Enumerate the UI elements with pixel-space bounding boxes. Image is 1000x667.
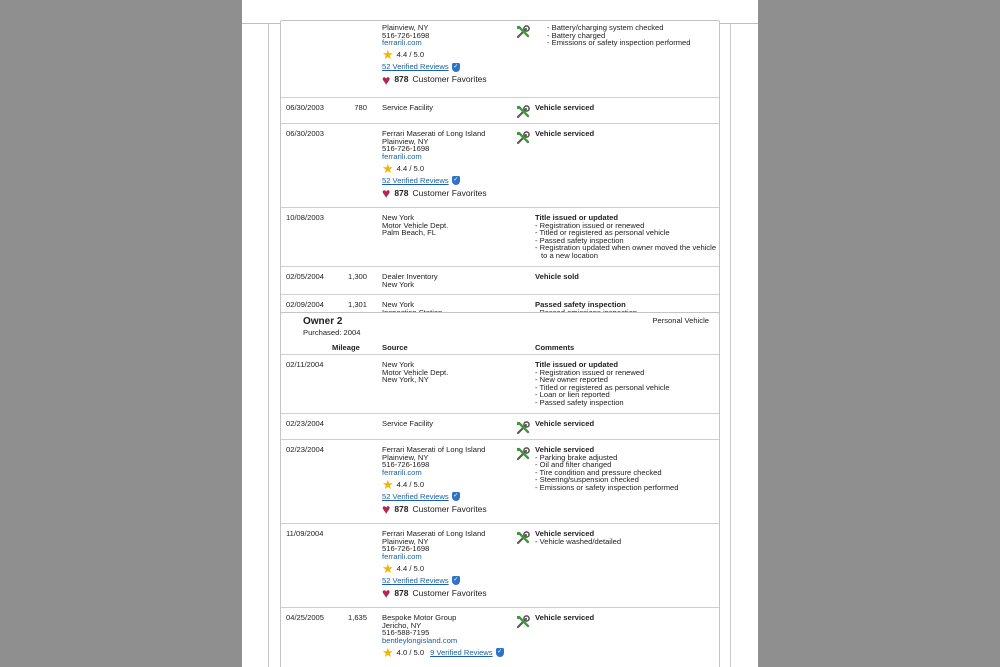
service-tools-icon	[516, 421, 530, 435]
row-comments	[535, 130, 721, 138]
comment-line: to a new location	[541, 250, 598, 260]
comment-line: - New owner reported	[535, 375, 609, 385]
verified-reviews-link[interactable]: 52 Verified Reviews	[382, 176, 449, 186]
row-mileage: 1,635	[347, 613, 367, 622]
source-line: 516-726-1698	[382, 460, 430, 470]
dealer-rating	[382, 645, 504, 659]
owner-purchased: Purchased: 2004	[303, 328, 361, 337]
comment-line: - Registration updated when owner moved the vehicle	[535, 243, 717, 253]
service-tools-icon	[516, 447, 530, 461]
source-line: 516-588-7195	[382, 628, 430, 638]
source-line: Ferrari Maserati of Long Island	[382, 445, 486, 454]
dealer-website-link[interactable]: ferrarili.com	[382, 551, 422, 561]
owner2-header	[281, 313, 719, 341]
heart-icon: ♥	[382, 501, 391, 518]
rating-value: 4.4 / 5.0	[396, 479, 425, 489]
comment-title: Vehicle serviced	[535, 529, 595, 538]
row-date: 02/23/2004	[286, 445, 325, 454]
favorites-label: Customer Favorites	[412, 503, 487, 514]
comment-line: - Emissions or safety inspection performed	[547, 38, 691, 48]
comment-line: - Battery charged	[547, 30, 606, 40]
row-mileage: 1,301	[347, 300, 367, 309]
verified-shield-icon: ✓	[453, 177, 459, 184]
dealer-rating	[382, 48, 487, 62]
source-line: New York	[382, 279, 415, 289]
dealer-website-link[interactable]: ferrarili.com	[382, 467, 422, 477]
source-line: 516-726-1698	[382, 30, 430, 40]
row-date: 06/30/2003	[286, 129, 325, 138]
favorites-label: Customer Favorites	[412, 73, 487, 84]
reviews-row	[382, 62, 487, 73]
row-comments	[535, 214, 721, 260]
comment-title: Vehicle serviced	[535, 103, 595, 112]
row-source	[382, 130, 487, 200]
dealer-rating	[382, 561, 487, 575]
comment-title: Vehicle serviced	[535, 129, 595, 138]
comment-line: - Oil and filter changed	[535, 460, 612, 470]
comment-line: - Loan or lien reported	[535, 390, 610, 400]
comment-line: - Registration issued or renewed	[535, 367, 645, 377]
verified-reviews-link[interactable]: 52 Verified Reviews	[382, 62, 449, 72]
verified-shield-icon: ✓	[497, 648, 503, 655]
row-date: 02/09/2004	[286, 300, 325, 309]
history-row	[281, 440, 719, 524]
source-line: New York	[382, 213, 415, 222]
row-date: 10/08/2003	[286, 213, 325, 222]
comment-title: Title issued or updated	[535, 360, 618, 369]
source-line: Service Facility	[382, 103, 434, 112]
favorites-count: 878	[394, 503, 409, 514]
star-icon: ★	[382, 47, 394, 63]
heart-icon: ♥	[382, 71, 391, 88]
star-icon: ★	[382, 644, 394, 660]
row-comments	[547, 24, 733, 47]
verified-reviews-link[interactable]: 52 Verified Reviews	[382, 492, 449, 502]
verified-shield-icon: ✓	[453, 577, 459, 584]
col-comments: Comments	[535, 343, 575, 352]
star-icon: ★	[382, 476, 394, 492]
rating-value: 4.4 / 5.0	[396, 563, 425, 573]
row-source	[382, 614, 504, 659]
owner-vehicle-type: Personal Vehicle	[652, 316, 709, 325]
source-line: Motor Vehicle Dept.	[382, 220, 449, 230]
comment-line: - Vehicle washed/detailed	[535, 536, 622, 546]
source-line: Service Facility	[382, 419, 434, 428]
comment-title: Passed safety inspection	[535, 300, 626, 309]
source-line: Motor Vehicle Dept.	[382, 367, 449, 377]
source-line: Plainview, NY	[382, 23, 429, 32]
dealer-rating	[382, 161, 487, 175]
customer-favorites	[382, 186, 487, 200]
row-date: 02/05/2004	[286, 272, 325, 281]
row-comments	[535, 446, 721, 492]
dealer-website-link[interactable]: bentleylongisland.com	[382, 635, 458, 645]
history-row	[281, 124, 719, 208]
history-row	[281, 208, 719, 267]
row-comments	[535, 614, 721, 622]
row-mileage: 1,300	[347, 272, 367, 281]
comment-line: - Titled or registered as personal vehicle	[535, 228, 670, 238]
comment-line: - Battery/charging system checked	[547, 23, 664, 32]
verified-reviews-link[interactable]: 9 Verified Reviews	[430, 647, 493, 657]
row-comments	[535, 104, 721, 112]
reviews-row	[382, 175, 487, 186]
verified-shield-icon: ✓	[453, 493, 459, 500]
history-row	[281, 355, 719, 414]
customer-favorites	[382, 502, 487, 516]
row-date: 02/23/2004	[286, 419, 325, 428]
comment-title: Title issued or updated	[535, 213, 618, 222]
row-source	[382, 104, 433, 112]
owner1-history-card	[280, 20, 720, 337]
source-line: Dealer Inventory	[382, 272, 438, 281]
reviews-row	[382, 491, 487, 502]
row-source	[382, 361, 448, 384]
owner-title: Owner 2	[303, 316, 343, 327]
row-date: 02/11/2004	[286, 360, 324, 369]
history-row	[281, 21, 719, 98]
comment-line: - Steering/suspension checked	[535, 475, 639, 485]
comment-line: - Registration issued or renewed	[535, 220, 645, 230]
right-guide	[730, 24, 731, 667]
report-page	[242, 0, 758, 667]
verified-reviews-link[interactable]: 52 Verified Reviews	[382, 576, 449, 586]
row-source	[382, 24, 487, 87]
dealer-rating	[382, 477, 487, 491]
row-source	[382, 273, 438, 288]
column-headers	[281, 341, 719, 355]
favorites-label: Customer Favorites	[412, 187, 487, 198]
dealer-website-link[interactable]: ferrarili.com	[382, 151, 422, 161]
comment-title: Vehicle serviced	[535, 613, 595, 622]
verified-shield-icon: ✓	[453, 63, 459, 70]
service-tools-icon	[516, 615, 530, 629]
owner2-history-card	[280, 312, 720, 667]
row-comments	[535, 530, 721, 545]
service-tools-icon	[516, 105, 530, 119]
rating-value: 4.4 / 5.0	[396, 49, 425, 59]
star-icon: ★	[382, 560, 394, 576]
customer-favorites	[382, 586, 487, 600]
rating-value: 4.0 / 5.0	[396, 647, 425, 657]
row-source	[382, 420, 433, 428]
row-date: 06/30/2003	[286, 103, 325, 112]
service-tools-icon	[516, 531, 530, 545]
source-line: Jericho, NY	[382, 620, 422, 630]
comment-title: Vehicle serviced	[535, 419, 595, 428]
dealer-website-link[interactable]: ferrarili.com	[382, 38, 422, 48]
comment-line: - Passed safety inspection	[535, 397, 624, 407]
history-row	[281, 414, 719, 440]
source-line: Bespoke Motor Group	[382, 613, 457, 622]
heart-icon: ♥	[382, 585, 391, 602]
source-line: Plainview, NY	[382, 136, 429, 146]
row-comments	[535, 361, 721, 407]
source-line: Ferrari Maserati of Long Island	[382, 529, 486, 538]
comment-title: Vehicle sold	[535, 272, 579, 281]
row-source	[382, 446, 487, 516]
comment-line: - Passed safety inspection	[535, 235, 624, 245]
comment-line: - Emissions or safety inspection performed	[535, 482, 679, 492]
comment-line: - Parking brake adjusted	[535, 452, 618, 462]
row-date: 11/09/2004	[286, 529, 324, 538]
source-line: 516-726-1698	[382, 144, 430, 154]
comment-title: Vehicle serviced	[535, 445, 595, 454]
favorites-count: 878	[394, 187, 409, 198]
history-row	[281, 608, 719, 667]
source-line: 516-726-1698	[382, 544, 430, 554]
row-source	[382, 530, 487, 600]
service-tools-icon	[516, 131, 530, 145]
source-line: New York	[382, 360, 415, 369]
favorites-count: 878	[394, 587, 409, 598]
source-line: New York	[382, 300, 415, 309]
row-comments	[535, 420, 721, 428]
history-row	[281, 524, 719, 608]
row-mileage: 780	[354, 103, 367, 112]
row-date: 04/25/2005	[286, 613, 325, 622]
favorites-count: 878	[394, 73, 409, 84]
star-icon: ★	[382, 160, 394, 176]
reviews-row	[382, 575, 487, 586]
row-comments	[535, 273, 721, 281]
source-line: Palm Beach, FL	[382, 228, 437, 238]
history-row	[281, 98, 719, 124]
left-guide	[268, 24, 269, 667]
heart-icon: ♥	[382, 185, 391, 202]
source-line: New York, NY	[382, 375, 429, 385]
customer-favorites	[382, 73, 487, 87]
source-line: Plainview, NY	[382, 452, 429, 462]
source-line: Ferrari Maserati of Long Island	[382, 129, 486, 138]
comment-line: - Titled or registered as personal vehicle	[535, 382, 670, 392]
row-source	[382, 214, 448, 237]
comment-line: - Tire condition and pressure checked	[535, 467, 662, 477]
col-source: Source	[382, 343, 408, 352]
service-tools-icon	[516, 25, 530, 39]
favorites-label: Customer Favorites	[412, 587, 487, 598]
history-row	[281, 267, 719, 295]
source-line: Plainview, NY	[382, 536, 429, 546]
rating-value: 4.4 / 5.0	[396, 163, 425, 173]
col-mileage: Mileage	[332, 343, 360, 352]
